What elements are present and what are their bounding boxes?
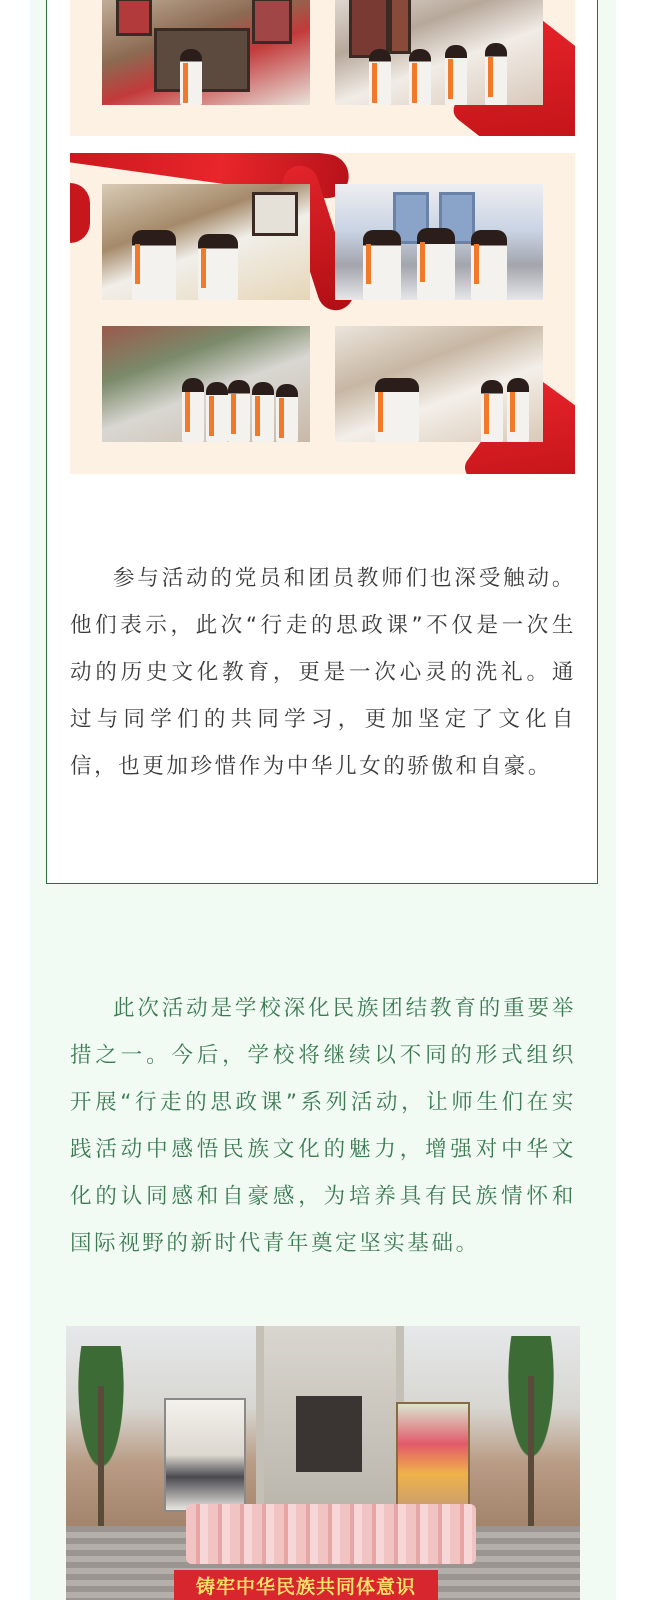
student-group (186, 1504, 476, 1564)
paragraph-teacher-reflection: 参与活动的党员和团员教师们也深受触动。他们表示，此次“行走的思政课”不仅是一次生动的历史文化教育，更是一次心灵的洗礼。通过与同学们的共同学习，更加坚定了文化自信，也更加珍惜作为中华儿女的骄傲和自豪。 (70, 566, 576, 779)
photo-students-viewing-panels (335, 0, 543, 105)
photo-students-in-gallery (102, 326, 310, 442)
museum-poster (396, 1402, 470, 1506)
museum-poster (164, 1398, 246, 1512)
bronze-mask-relief (296, 1396, 362, 1472)
museum-gate (256, 1326, 404, 1526)
photo-panel-middle (70, 153, 575, 474)
photo-exhibit-textiles (102, 0, 310, 105)
photo-group-at-museum (66, 1326, 580, 1600)
palm-tree (66, 1346, 146, 1546)
photo-students-taking-notes (102, 184, 310, 300)
palm-tree (486, 1336, 576, 1536)
paragraph-activity-summary: 此次活动是学校深化民族团结教育的重要举措之一。今后，学校将继续以不同的形式组织开展“行走的思政课”系列活动，让师生们在实践活动中感悟民族文化的魅力，增强对中华文化的认同感和自豪感，为培养具有民族情怀和国际视野的新时代青年奠定坚实基础。 (70, 996, 576, 1256)
photo-panel-top (70, 0, 575, 136)
red-ribbon-decoration (70, 183, 90, 243)
photo-students-at-display (335, 184, 543, 300)
group-banner: 铸牢中华民族共同体意识 (174, 1570, 438, 1600)
photo-students-at-mural (335, 326, 543, 442)
